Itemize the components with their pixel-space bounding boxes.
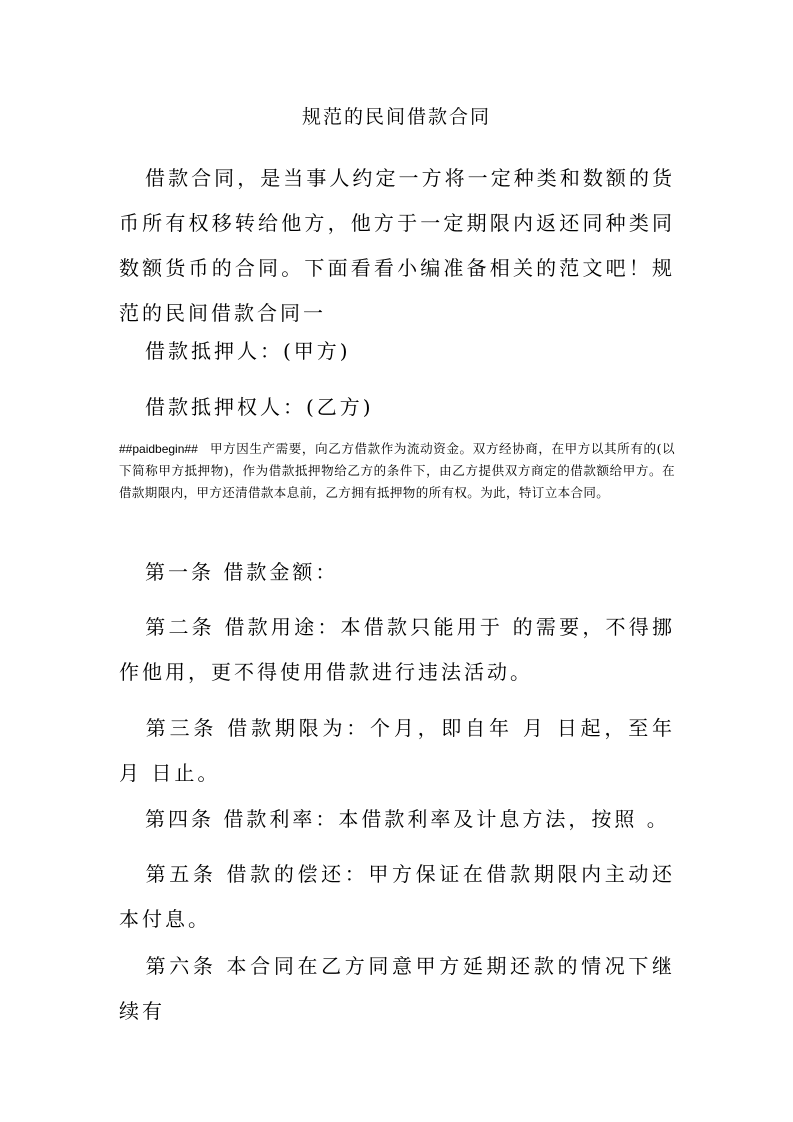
intro-text: 借款合同，是当事人约定一方将一定种类和数额的货币所有权移转给他方，他方于一定期限内返还同种类同数额货币的合同。下面看看小编准备相关的范文吧！规范的民间借款合同一 (119, 166, 675, 325)
document-title: 规范的民间借款合同 (301, 106, 491, 128)
party-a-line (119, 329, 675, 374)
article-2-text: 第二条 借款用途：本借款只能用于 的需要，不得挪作他用，更不得使用借款进行违法活动。 (119, 615, 675, 684)
preamble-paragraph (119, 438, 675, 504)
article-2 (119, 605, 675, 695)
article-3 (119, 706, 675, 796)
article-4-text: 第四条 借款利率：本借款利率及计息方法，按照 。 (145, 807, 670, 831)
article-1-text: 第一条 借款金额： (145, 560, 339, 584)
article-5-text: 第五条 借款的偿还：甲方保证在借款期限内主动还本付息。 (119, 862, 675, 931)
party-a-text: 借款抵押人：(甲方) (145, 339, 351, 363)
article-4 (119, 797, 675, 842)
article-5 (119, 852, 675, 942)
article-1 (119, 550, 675, 595)
party-b-line (119, 385, 675, 430)
party-b-text: 借款抵押权人：(乙方) (145, 395, 374, 419)
paid-begin-tag: ##paidbegin## (119, 442, 198, 456)
intro-paragraph (119, 156, 675, 336)
article-6-text: 第六条 本合同在乙方同意甲方延期还款的情况下继续有 (119, 954, 675, 1023)
article-3-text: 第三条 借款期限为：个月，即自年 月 日起，至年 月 日止。 (119, 716, 675, 785)
preamble-text: 甲方因生产需要，向乙方借款作为流动资金。双方经协商，在甲方以其所有的(以下简称甲方抵押物)，作为借款抵押物给乙方的条件下，由乙方提供双方商定的借款额给甲方。在借款期限内，甲方还清借款本息前，乙方拥有抵押物的所有权。为此，特订立本合同。 (119, 441, 675, 500)
article-6 (119, 944, 675, 1034)
